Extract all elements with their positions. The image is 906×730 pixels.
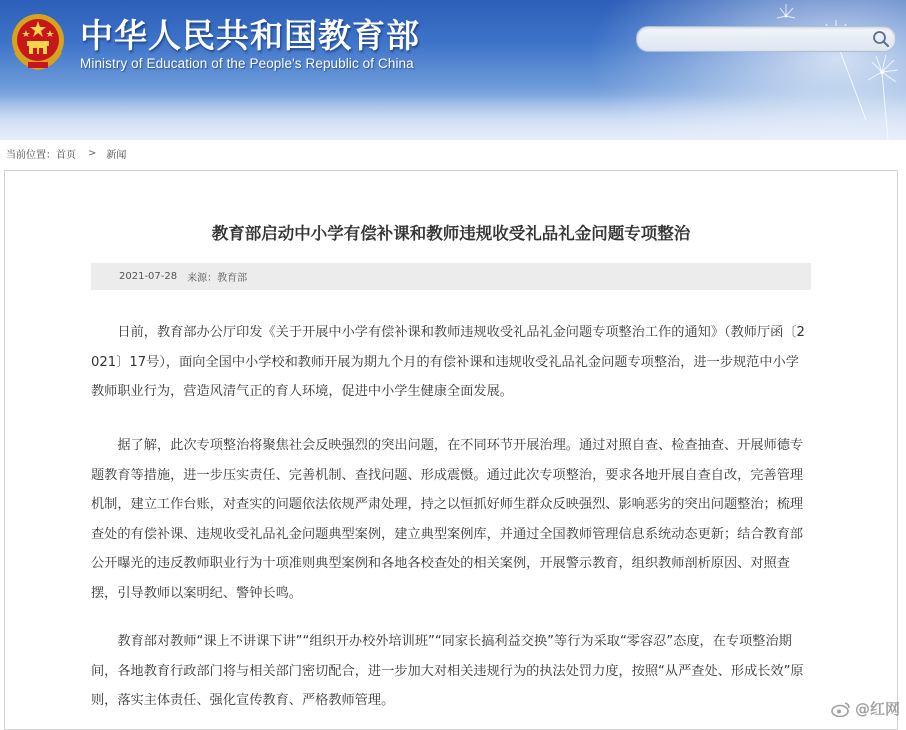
breadcrumb-news-link[interactable]: 新闻 (106, 149, 127, 161)
search-icon[interactable] (871, 29, 891, 49)
breadcrumb-home-link[interactable]: 首页 (56, 149, 76, 161)
breadcrumb-label: 当前位置： (6, 149, 56, 161)
article-source: 来源：教育部 (187, 273, 248, 284)
watermark (831, 698, 900, 719)
weibo-icon (831, 701, 851, 717)
article-panel (4, 170, 898, 730)
article-paragraph-1: 日前，教育部办公厅印发《关于开展中小学有偿补课和教师违规收受礼品礼金问题专项整治工作的通知》（教师厅函〔2021〕17号），面向全国中小学校和教师开展为期九个月的有偿补课和违规收受礼品礼金问题专项整治，进一步规范中小学教师职业行为，营造风清气正的育人环境，促进中小学生健康全面发展。 (91, 325, 805, 399)
article-paragraph-2: 据了解，此次专项整治将聚焦社会反映强烈的突出问题，在不同环节开展治理。通过对照自查、检查抽查、开展师德专题教育等措施，进一步压实责任、完善机制、查找问题、形成震慑。通过此次专项整治，要求各地开展自查自改，完善管理机制，建立工作台账，对查实的问题依法依规严肃处理，持之以恒抓好师生群众反映强烈、影响恶劣的突出问题整治；梳理查处的有偿补课、违规收受礼品礼金问题典型案例，建立典型案例库，并通过全国教师管理信息系统动态更新；结合教育部公开曝光的违反教师职业行为十项准则典型案例和各地各校查处的相关案例，开展警示教育，组织教师剖析原因、对照查摆，引导教师以案明纪、警钟长鸣。 (91, 438, 804, 601)
site-title-english: Ministry of Education of the People's Republic of China (80, 56, 414, 71)
site-header (0, 0, 906, 140)
dandelion-decoration-icon (636, 0, 906, 140)
chevron-right-icon: > (88, 147, 97, 159)
search-input[interactable] (647, 29, 857, 49)
watermark-text: @红网 (854, 700, 900, 718)
breadcrumb (6, 146, 126, 160)
article-date: 2021-07-28 (119, 271, 178, 282)
site-title-chinese: 中华人民共和国教育部 (80, 16, 420, 55)
article-title: 教育部启动中小学有偿补课和教师违规收受礼品礼金问题专项整治 (211, 224, 691, 243)
national-emblem-icon (10, 12, 66, 70)
search-box (636, 26, 896, 52)
article-meta-bar (91, 263, 811, 290)
article-paragraph-3: 教育部对教师“课上不讲课下讲”“组织开办校外培训班”“同家长搞利益交换”等行为采取“零容忍”态度，在专项整治期间，各地教育行政部门将与相关部门密切配合，进一步加大对相关违规行为的执法处罚力度，按照“从严查处、形成长效”原则，落实主体责任、强化宣传教育、严格教师管理。 (91, 634, 804, 708)
